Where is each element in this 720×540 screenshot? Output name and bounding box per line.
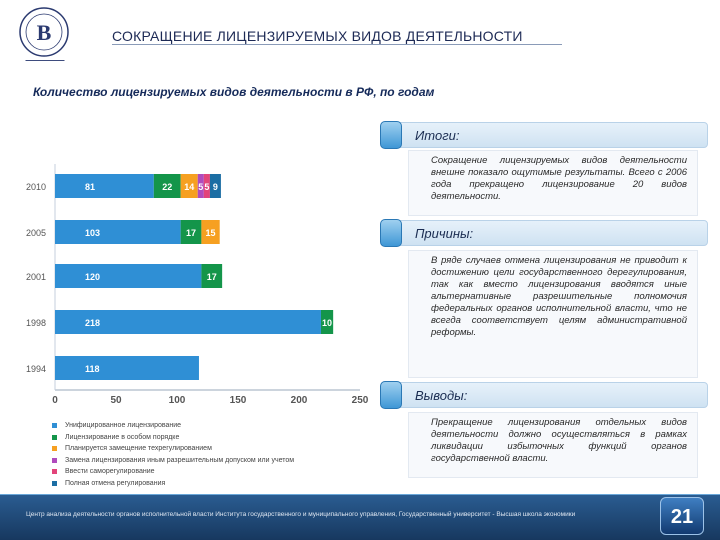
bar-segment xyxy=(55,174,154,198)
bar-value-label: 5 xyxy=(198,182,204,192)
y-category-label: 2005 xyxy=(26,228,47,238)
chart-legend xyxy=(52,420,352,489)
bar-segment xyxy=(55,356,199,380)
legend-item xyxy=(52,420,352,432)
bar-value-label: 118 xyxy=(85,364,100,374)
svg-text:В: В xyxy=(36,20,52,45)
panel-reasons-title: Причины: xyxy=(415,226,474,241)
panel-results-text: Сокращение лицензируемых видов деятельности внешне показало ощутимые результаты. Всего с 2006 года прекращено лицензирование 20 видов деятельности. xyxy=(431,155,687,202)
y-category-label: 1994 xyxy=(26,364,47,374)
bar-value-label: 10 xyxy=(322,318,333,328)
chart-subtitle: Количество лицензируемых видов деятельности в РФ, по годам xyxy=(33,85,435,99)
panel-conclusions-text: Прекращение лицензирования отдельных видов деятельности должно осуществляться в рамках ликвидации избыточных функций органов государственной власти. xyxy=(431,417,687,464)
legend-item xyxy=(52,466,352,478)
logo-caption: ▬▬▬▬▬▬▬▬▬▬▬▬▬ xyxy=(25,58,65,62)
legend-label: Замена лицензирования иным разрешительным допуском или учетом xyxy=(65,456,295,464)
legend-swatch xyxy=(52,458,57,463)
legend-item xyxy=(52,432,352,444)
bar-value-label: 9 xyxy=(212,182,218,192)
bar-value-label: 14 xyxy=(184,182,195,192)
university-logo xyxy=(14,6,74,62)
header-divider xyxy=(112,44,562,45)
bar-value-label: 17 xyxy=(186,228,197,238)
x-tick-label: 100 xyxy=(168,395,186,406)
panel-reasons-header xyxy=(390,220,708,246)
bar-value-label: 5 xyxy=(204,182,210,192)
x-tick-label: 200 xyxy=(290,395,308,406)
y-category-label: 2010 xyxy=(26,182,47,192)
panel-conclusions-header xyxy=(390,382,708,408)
footer-bar xyxy=(0,495,720,540)
x-tick-label: 150 xyxy=(229,395,247,406)
panel-results-body xyxy=(408,150,698,216)
legend-swatch xyxy=(52,469,57,474)
legend-swatch xyxy=(52,481,57,486)
legend-label: Ввести саморегулирование xyxy=(65,468,155,476)
legend-swatch xyxy=(52,423,57,428)
legend-item xyxy=(52,478,352,490)
x-tick-label: 250 xyxy=(351,395,369,406)
panel-results-header xyxy=(390,122,708,148)
bar-value-label: 22 xyxy=(162,182,173,192)
bar-value-label: 103 xyxy=(85,228,101,238)
y-category-label: 2001 xyxy=(26,272,47,282)
panel-conclusions-tab xyxy=(380,381,402,409)
bar-value-label: 81 xyxy=(85,182,96,192)
panel-reasons-body xyxy=(408,250,698,378)
panel-results-title: Итоги: xyxy=(415,128,460,143)
legend-label: Унифицированное лицензирование xyxy=(65,422,182,430)
legend-label: Планируется замещение техрегулированием xyxy=(65,445,212,453)
panel-results-tab xyxy=(380,121,402,149)
panel-conclusions-title: Выводы: xyxy=(415,388,468,403)
legend-label: Лицензирование в особом порядке xyxy=(65,433,180,441)
x-tick-label: 0 xyxy=(52,395,58,406)
bar-segment xyxy=(55,264,201,288)
page-number: 21 xyxy=(660,497,704,535)
stacked-bar-chart xyxy=(0,150,380,410)
x-tick-label: 50 xyxy=(110,395,122,406)
y-category-label: 1998 xyxy=(26,318,47,328)
footer-text: Центр анализа деятельности органов исполнительной власти Института государственного и муниципального управления, Государственный университет - Высшая школа экономики xyxy=(26,511,576,518)
bar-value-label: 120 xyxy=(85,272,101,282)
bar-value-label: 15 xyxy=(205,228,216,238)
legend-swatch xyxy=(52,435,57,440)
legend-swatch xyxy=(52,446,57,451)
bar-value-label: 17 xyxy=(206,272,217,282)
legend-item xyxy=(52,443,352,455)
legend-item xyxy=(52,455,352,467)
panel-reasons-tab xyxy=(380,219,402,247)
panel-reasons-text: В ряде случаев отмена лицензирования не приводит к достижению цели государственного дерегулирования, так как вместо лицензирования вводятся иные альтернативные разрешительные полномочия федеральных органов исполнительной власти, что не всегда соответствует целям административной реформы. xyxy=(431,255,687,338)
legend-label: Полная отмена регулирования xyxy=(65,479,166,487)
bar-value-label: 218 xyxy=(85,318,101,328)
bar-segment xyxy=(55,220,181,244)
panel-conclusions-body xyxy=(408,412,698,478)
page-title: СОКРАЩЕНИЕ ЛИЦЕНЗИРУЕМЫХ ВИДОВ ДЕЯТЕЛЬНОСТИ xyxy=(112,28,523,44)
